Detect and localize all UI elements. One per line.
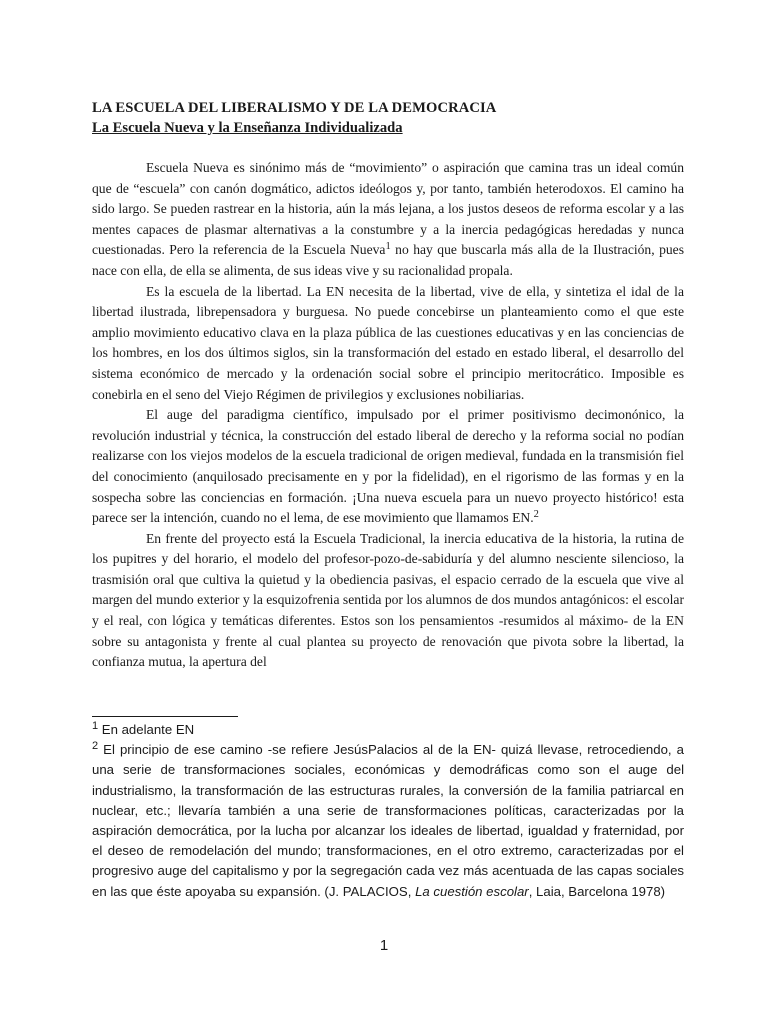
document-body <box>92 98 684 673</box>
footnote-separator <box>92 716 238 717</box>
paragraph-3 <box>92 405 684 529</box>
footnote-2-source-title: La cuestión escolar <box>415 883 529 899</box>
paragraph-1-text-end: no hay que buscarla más alla de la Ilustración, pues nace con ella, de ella se alimenta, de sus ideas vive y su racionalidad propala. <box>92 242 684 278</box>
footnote-1-text: En adelante EN <box>98 722 195 737</box>
paragraph-1-text-start: Escuela Nueva es sinónimo más de “movimiento” o aspiración que camina tras un ideal común que de “escuela” con canón dogmático, adictos ideólogos y, por tanto, también heterodoxos. El camino ha sido largo. Se pueden rastrear en la historia, aún la más lejana, a los justos deseos de reforma escolar y a las mentes capaces de plasmar alternativas a la constumbre y a la inercia pedagógicas heredadas y nunca cuestionadas. Pero la referencia de la Escuela Nueva <box>92 160 684 258</box>
paragraph-2-text: Es la escuela de la libertad. La EN necesita de la libertad, vive de ella, y sintetiza el idal de la libertad ilustrada, librepensadora y burguesa. No puede concebirse un planteamiento como el que este amplio movimiento educativo clava en la plaza pública de las cuestiones educativas y en las conciencias de los hombres, en los dos últimos siglos, sin la transformación del estado en estado liberal, el desarrollo del sistema económico de mercado y la ordenación social sobre el principio meritocrático. Imposible es conebirla en el seno del Viejo Régimen de privilegios y exclusiones nobiliarias. <box>92 283 684 402</box>
footnote-ref-2: 2 <box>533 509 539 521</box>
page-number: 1 <box>379 937 389 954</box>
paragraph-3-text: El auge del paradigma científico, impulsado por el primer positivismo decimonónico, la revolución industrial y técnica, la construcción del estado liberal de derecho y la reforma social no podían realizarse con los viejos modelos de la escuela tradicional de origen medieval, fundada en la transmisión fiel del conocimiento (anquilosado precisamente en y por la fidelidad), en el rigorismo de las formas y en la sospecha sobre las conciencias en formación. ¡Una nueva escuela para un nuevo proyecto histórico! esta parece ser la intención, cuando no el lema, de ese movimiento que llamamos EN. <box>92 407 684 526</box>
footnote-1 <box>92 720 684 740</box>
footnote-2-text: El principio de ese camino -se refiere JesúsPalacios al de la EN- quizá llevase, retrocediendo, a una serie de transformaciones sociales, económicas y demodráficas como son el auge del industrialismo, la transformación de las estructuras rurales, la conversión de la familia patriarcal en nuclear, etc.; llevaría también a una serie de transformaciones políticas, caracterizadas por la aspiración democrática, por la lucha por alcanzar los ideales de libertad, igualdad y fraternidad, por el deseo de remodelación del mundo; transformaciones, en el otro extremo, caracterizadas por el progresivo auge del capitalismo y por la segregación cada vez más acentuada de las capas sociales en las que éste apoyaba su expansión. <box>92 742 684 899</box>
paragraph-4-text: En frente del proyecto está la Escuela Tradicional, la inercia educativa de la historia, la rutina de los pupitres y del horario, el modelo del profesor-pozo-de-sabiduría y del alumno nesciente silencioso, la trasmisión oral que cultiva la quietud y la obediencia pasivas, el espacio cerrado de la escuela que vive al margen del mundo exterior y la esquizofrenia sentida por los alumnos de dos mundos antagónicos: el escolar y el real, con lógica y temáticas diferentes. Estos son los pensamientos -resumidos al máximo- de la EN sobre su antagonista y frente al cual plantea su proyecto de renovación que pivota sobre la libertad, la confianza mutua, la apertura del <box>92 530 684 670</box>
paragraph-1 <box>92 158 684 282</box>
footnote-2-source-suffix: , Laia, Barcelona 1978) <box>528 883 666 899</box>
footnote-ref-1: 1 <box>385 241 391 253</box>
footnote-1-number: 1 <box>92 720 99 732</box>
paragraph-4 <box>92 529 684 673</box>
footnote-2 <box>92 740 684 902</box>
paragraph-2 <box>92 282 684 406</box>
footnote-2-source-prefix: (J. PALACIOS, <box>320 883 416 899</box>
footnote-2-number: 2 <box>92 740 99 753</box>
document-subtitle: La Escuela Nueva y la Enseñanza Individualizada <box>92 120 403 136</box>
footnotes-section <box>92 720 684 902</box>
document-title: LA ESCUELA DEL LIBERALISMO Y DE LA DEMOCRACIA <box>92 100 497 116</box>
